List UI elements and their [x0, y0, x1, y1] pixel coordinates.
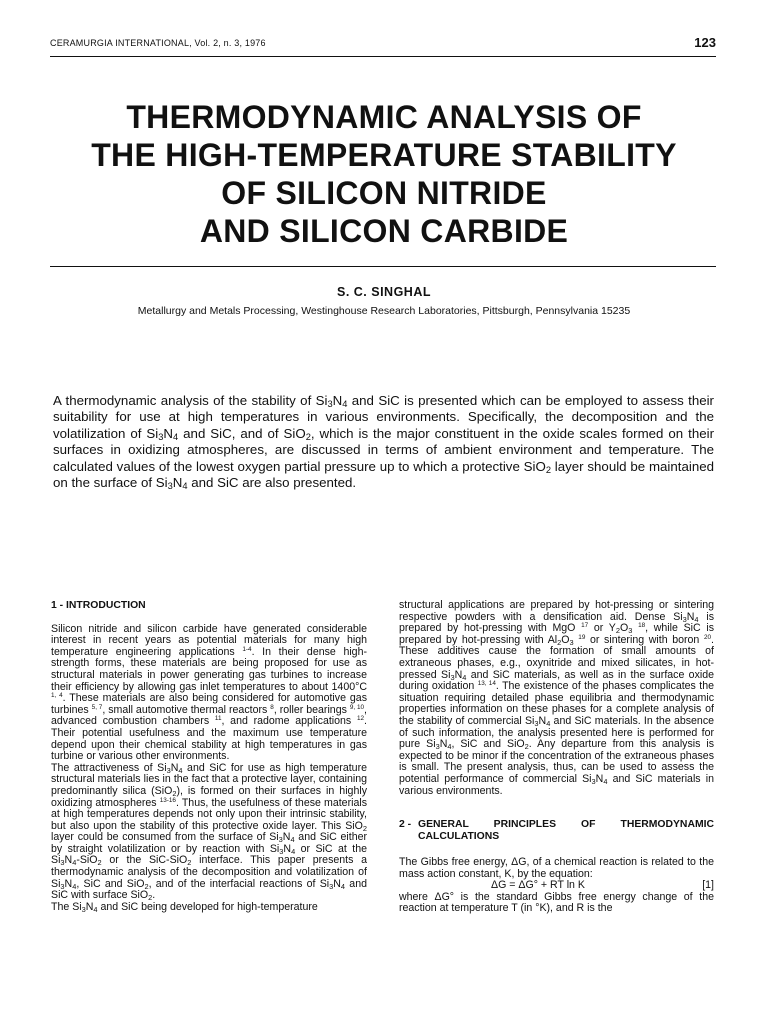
- subscript: 3: [435, 742, 440, 752]
- abstract: A thermodynamic analysis of the stability of $Si_3N_4$ and SiC is presented which can be employed to assess their suitability for use at high temperatures in various environments. Specifically, the decomposition and the volatilization of $Si_3N_4$ and SiC, and of SiO$_2$, which is the major constituent in the oxide scales formed on their surfaces in oxidizing atmospheres, are discussed in terms of ambient environment and temperature. The calculated values of the lowest oxygen partial pressure up to which a protective SiO$_2$ layer should be maintained on the surface of $Si_3N_4$ and SiC are also presented.: [53, 393, 715, 492]
- subscript: 3: [60, 881, 65, 891]
- subscript: 3: [591, 776, 596, 786]
- paragraph: The $Si_3N_4$ and SiC being developed for high-temperature: [51, 900, 318, 914]
- citation-ref: 20: [703, 633, 712, 641]
- subscript: 2: [305, 431, 311, 442]
- title-line: THERMODYNAMIC ANALYSIS OF: [126, 99, 642, 135]
- section-number: 2 -: [399, 819, 412, 831]
- subscript: 4: [290, 835, 295, 845]
- subscript: 3: [628, 626, 633, 636]
- subscript: 2: [362, 823, 367, 833]
- subscript: 3: [279, 846, 284, 856]
- title-rule: [50, 266, 716, 267]
- subscript: 4: [694, 614, 699, 624]
- subscript: 3: [278, 835, 283, 845]
- subscript: 4: [342, 399, 348, 409]
- subscript: 3: [166, 765, 171, 775]
- citation-ref: 5, 7: [91, 703, 103, 711]
- citation-ref: 13, 14: [477, 680, 496, 688]
- section-title: GENERAL PRINCIPLES OF THERMODYNAMIC CALCULATIONS: [418, 819, 714, 843]
- section-heading: [399, 819, 714, 843]
- citation-ref: 1, 4: [51, 692, 63, 700]
- subscript: 2: [524, 742, 529, 752]
- author: S. C. SINGHAL: [336, 285, 431, 299]
- paragraph: Silicon nitride and silicon carbide have generated considerable interest in recent years as potential materials for many high temperature engineering applications $^{1-4}$. In their dense high-strength forms, these materials are being proposed for use as structural materials in power generating gas turbines to increase their efficiency by allowing gas inlet temperatures to about 1400°C $^{1, 4}$. These materials are also being considered for automotive gas turbines $^{5, 7}$, small automotive thermal reactors $^8$, roller bearings $^{9, 10}$, advanced combustion chambers $^{11}$, and radome applications $^{12}$. Their potential usefulness and the maximum use temperature depend upon their chemical stability at high temperatures in gas turbine or various other environments.: [51, 622, 367, 763]
- subscript: 4: [178, 765, 183, 775]
- subscript: 3: [158, 431, 164, 442]
- subscript: 2: [615, 626, 620, 636]
- page-number: 123: [694, 35, 716, 50]
- affiliation: Metallurgy and Metals Processing, Westinghouse Research Laboratories, Pittsburgh, Pennsylvania 15235: [137, 305, 631, 317]
- subscript: 3: [327, 399, 333, 409]
- title-line: THE HIGH-TEMPERATURE STABILITY: [91, 137, 677, 173]
- section-heading: 1 - INTRODUCTION: [51, 600, 146, 611]
- paragraph: where ΔG° is the standard Gibbs free energy change of the reaction at temperature T (in °K), and R is the: [399, 890, 714, 915]
- spacer: [51, 612, 367, 624]
- citation-ref: 11: [214, 715, 222, 723]
- paragraph: The attractiveness of $Si_3N_4$ and SiC for use as high temperature structural materials lies in the fact that a protective layer, containing predominantly silica (SiO$_2$), is formed on their surfaces in highly oxidizing atmospheres $^{13-16}$. Thus, the usefulness of these materials at high temperatures depends not only upon their intrinsic stability, but also upon the stability of this protective oxide layer. This SiO$_2$ layer could be consumed from the surface of $Si_3N_4$ and SiC either by straight volatilization or by reaction with $Si_3N_4$ or SiC at the $Si_3N_4-SiO_2$ or the SiC-SiO$_2$ interface. This paper presents a thermodynamic analysis of the decomposition and volatilization of $Si_3N_4$, SiC and SiO$_2$, and of the interfacial reactions of $Si_3N_4$ and SiC with surface SiO$_2$.: [51, 761, 368, 903]
- subscript: 4: [291, 846, 296, 856]
- subscript: 3: [81, 904, 86, 914]
- column-left: [51, 600, 367, 913]
- spacer: [399, 843, 714, 857]
- citation-ref: 19: [578, 633, 586, 641]
- subscript: 3: [534, 718, 539, 728]
- title-line: AND SILICON CARBIDE: [199, 213, 569, 249]
- subscript: 4: [447, 742, 452, 752]
- header-rule: [50, 56, 716, 57]
- subscript: 2: [557, 637, 562, 647]
- subscript: 4: [462, 672, 467, 682]
- subscript: 3: [682, 614, 687, 624]
- equation-number: [1]: [702, 879, 714, 892]
- citation-ref: 17: [581, 622, 589, 630]
- subscript: 3: [329, 881, 334, 891]
- subscript: 2: [148, 893, 153, 903]
- subscript: 2: [172, 788, 177, 798]
- journal-citation: CERAMURGIA INTERNATIONAL, Vol. 2, n. 3, 1976: [50, 38, 266, 48]
- citation-ref: 13-16: [159, 796, 176, 804]
- subscript: 4: [72, 881, 77, 891]
- subscript: 4: [93, 904, 98, 914]
- column-right: [399, 600, 714, 915]
- subscript: 3: [167, 481, 173, 492]
- subscript: 4: [72, 858, 77, 868]
- spacer: [399, 797, 714, 819]
- subscript: 4: [182, 481, 188, 492]
- subscript: 2: [187, 858, 192, 868]
- title-line: OF SILICON NITRIDE: [221, 175, 547, 211]
- subscript: 2: [545, 464, 551, 475]
- citation-ref: 1-4: [242, 645, 252, 653]
- subscript: 3: [60, 858, 65, 868]
- equation-body: ΔG = ΔG° + RT ln K: [491, 879, 585, 892]
- subscript: 2: [97, 858, 102, 868]
- subscript: 3: [569, 637, 574, 647]
- subscript: 4: [603, 776, 608, 786]
- subscript: 4: [173, 431, 179, 442]
- subscript: 4: [340, 881, 346, 891]
- paragraph: The Gibbs free energy, ΔG, of a chemical reaction is related to the mass action constant, K, by the equation:: [399, 856, 714, 880]
- paragraph: structural applications are prepared by hot-pressing or sintering respective powders with a densification aid. Dense $Si_3N_4$ is prepared by hot-pressing with MgO $^{17}$ or $Y_2O_3$ $^{18}$, while SiC is prepared by hot-pressing with $Al_2O_3$ $^{19}$ or sintering with boron $^{20}$. These additives cause the formation of small amounts of extraneous phases, e.g., oxynitride and mixed silicates, in hot-pressed $Si_3N_4$ and SiC materials, as well as in the surface oxide during oxidation $^{13, 14}$. The existence of the phases complicates the situation requiring detailed phase equilibria and thermodynamic properties information on these phases for a complete analysis of the stability of commercial $Si_3N_4$ and SiC materials. In the absence of such information, the analysis presented here is performed for pure $Si_3N_4$, SiC and SiO$_2$. Any departure from this analysis is expected to be minor if the concentration of the extraneous phases is small. The present analysis, thus, can be used to assess the potential performance of commercial $Si_3N_4$ and SiC materials in various environments.: [399, 599, 715, 797]
- running-header: [50, 35, 716, 54]
- citation-ref: 18: [638, 622, 646, 630]
- subscript: 2: [144, 881, 149, 891]
- citation-ref: 9, 10: [349, 703, 365, 711]
- subscript: 4: [546, 718, 551, 728]
- citation-ref: 8: [270, 703, 274, 711]
- paper-title: [40, 98, 728, 250]
- citation-ref: 12: [356, 715, 365, 723]
- subscript: 3: [450, 672, 455, 682]
